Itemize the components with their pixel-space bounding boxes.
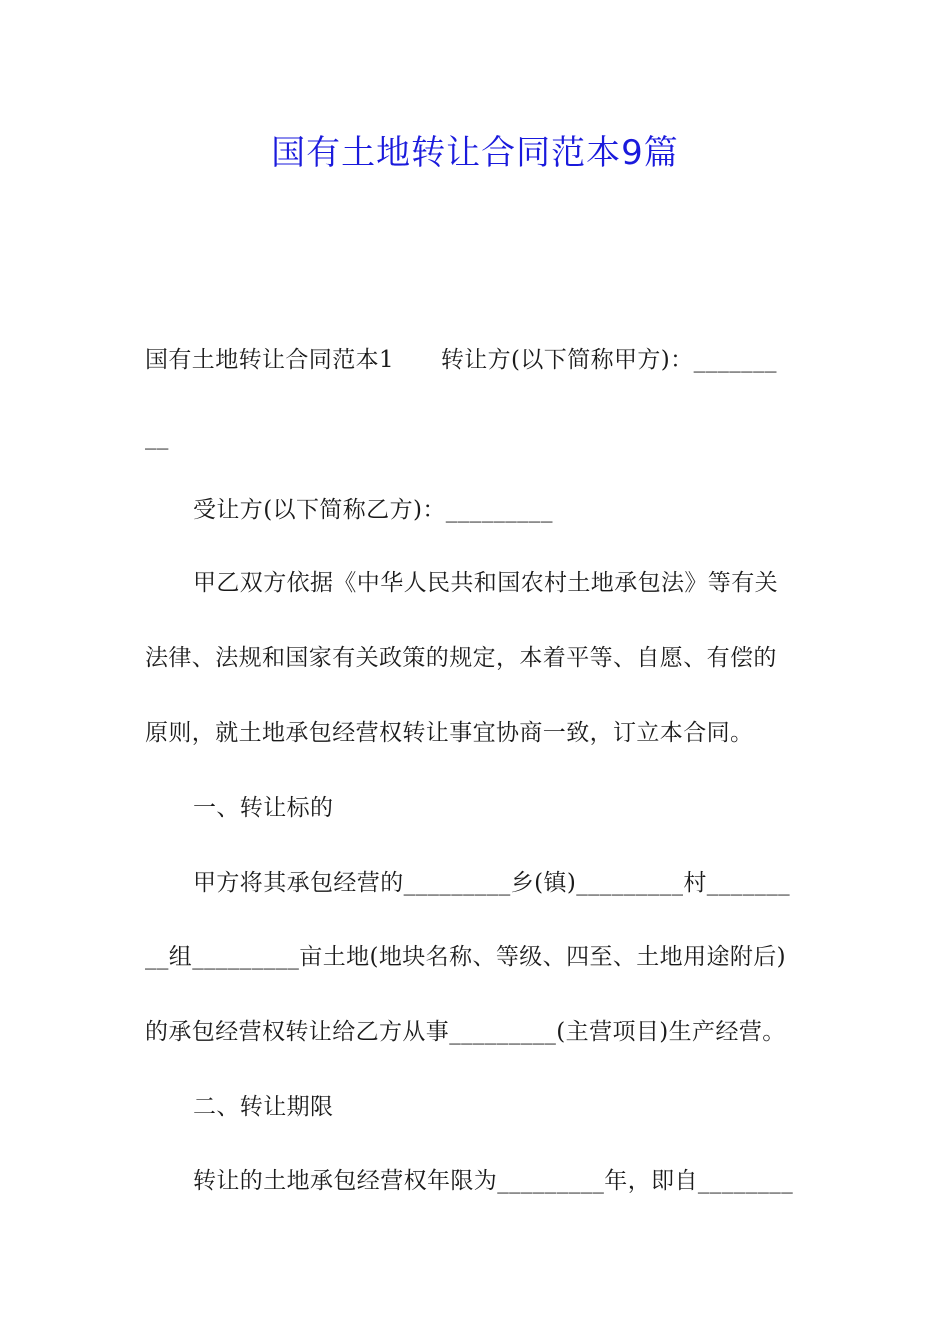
text-line: 法律、法规和国家有关政策的规定，本着平等、自愿、有偿的 [145, 645, 777, 671]
text-line: __组_________亩土地(地块名称、等级、四至、土地用途附后) [145, 944, 787, 970]
text-line: 国有土地转让合同范本1 转让方(以下简称甲方)：_______ [145, 347, 777, 373]
text-line: 甲乙双方依据《中华人民共和国农村土地承包法》等有关 [193, 570, 778, 596]
text-line: 转让的土地承包经营权年限为_________年，即自________ [193, 1168, 794, 1194]
text-line: __ [145, 424, 169, 450]
section-heading: 二、转让期限 [193, 1094, 334, 1120]
section-heading: 一、转让标的 [193, 795, 334, 821]
text-line: 受让方(以下简称乙方)：_________ [193, 497, 553, 523]
text-line: 甲方将其承包经营的_________乡(镇)_________村_______ [193, 870, 791, 896]
text-line: 原则，就土地承包经营权转让事宜协商一致，订立本合同。 [145, 720, 754, 746]
document-title: 国有土地转让合同范本9篇 [271, 133, 679, 173]
text-line: 的承包经营权转让给乙方从事_________(主营项目)生产经营。 [145, 1019, 786, 1045]
